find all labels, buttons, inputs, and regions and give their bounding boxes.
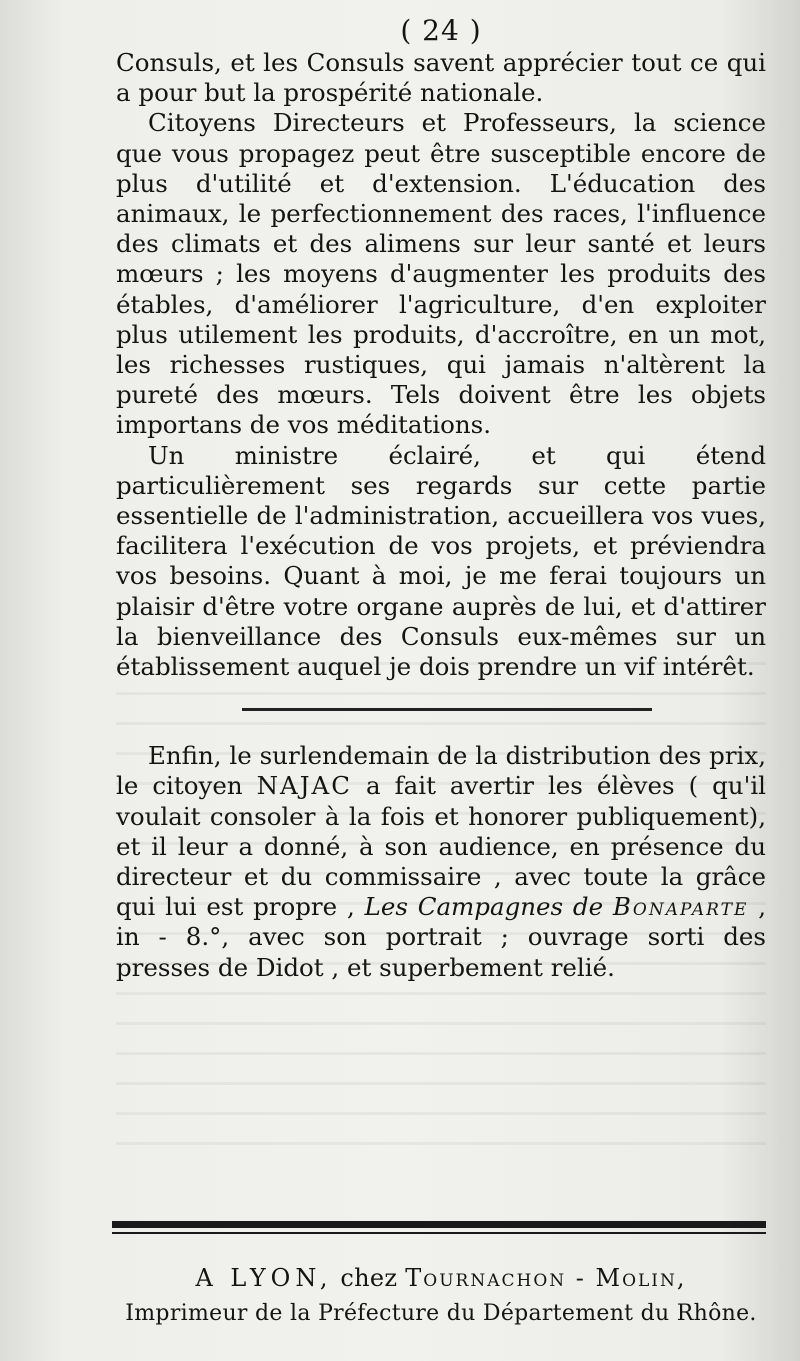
imprint	[116, 1260, 766, 1332]
footer-rule	[112, 1221, 766, 1234]
person-name: NAJAC	[256, 771, 352, 801]
text-run: , in - 8.°, avec son portrait ; ouvrage sorti des presses de Didot , et superbement relié.	[116, 892, 767, 982]
page-number: ( 24 )	[400, 14, 482, 47]
paragraph	[116, 741, 766, 983]
book-title-name: Bonaparte	[612, 892, 749, 922]
main-text	[116, 48, 766, 682]
imprint-line-1	[116, 1260, 766, 1296]
imprint-chez: chez	[332, 1263, 406, 1292]
imprint-line-2: Imprimeur de la Préfecture du Département du Rhône.	[125, 1300, 757, 1326]
closing-section	[116, 741, 766, 983]
paragraph: Citoyens Directeurs et Professeurs, la science que vous propagez peut être susceptible encore de plus d'utilité et d'extension. L'éducation des animaux, le perfectionnement des races, l'influence des climats et des alimens sur leur santé et leurs mœurs ; les moyens d'augmenter les produits des étables, d'améliorer l'agriculture, d'en exploiter plus utilement les produits, d'accroître, en un mot, les richesses rustiques, qui jamais n'altèrent la pureté des mœurs. Tels doivent être les objets importans de vos méditations.	[116, 108, 766, 440]
text-run: Enfin, le surlendemain de la distribution des prix, le citoyen	[116, 741, 766, 801]
book-title: Les Campagnes de	[364, 892, 613, 922]
paragraph: Consuls, et les Consuls savent apprécier tout ce qui a pour but la prospérité nationale.	[116, 48, 766, 108]
paragraph: Un ministre éclairé, et qui étend particulièrement ses regards sur cette partie essentielle de l'administration, accueillera vos vues, facilitera l'exécution de vos projets, et préviendra vos besoins. Quant à moi, je me ferai toujours un plaisir d'être votre organe auprès de lui, et d'attirer la bienveillance des Consuls eux-mêmes sur un établissement auquel je dois prendre un vif intérêt.	[116, 440, 766, 682]
thick-rule	[112, 1221, 766, 1228]
imprint-printer: Tournachon - Molin,	[405, 1263, 687, 1292]
section-divider	[242, 708, 652, 711]
thin-rule	[112, 1232, 766, 1234]
imprint-city: A LYON,	[195, 1263, 333, 1292]
text-run: a fait avertir les élèves ( qu'il voulait consoler à la fois et honorer publiquement), et il leur a donné, à son audience, en présence du directeur et du commissaire , avec toute la grâce qui lui est propre ,	[116, 771, 766, 922]
